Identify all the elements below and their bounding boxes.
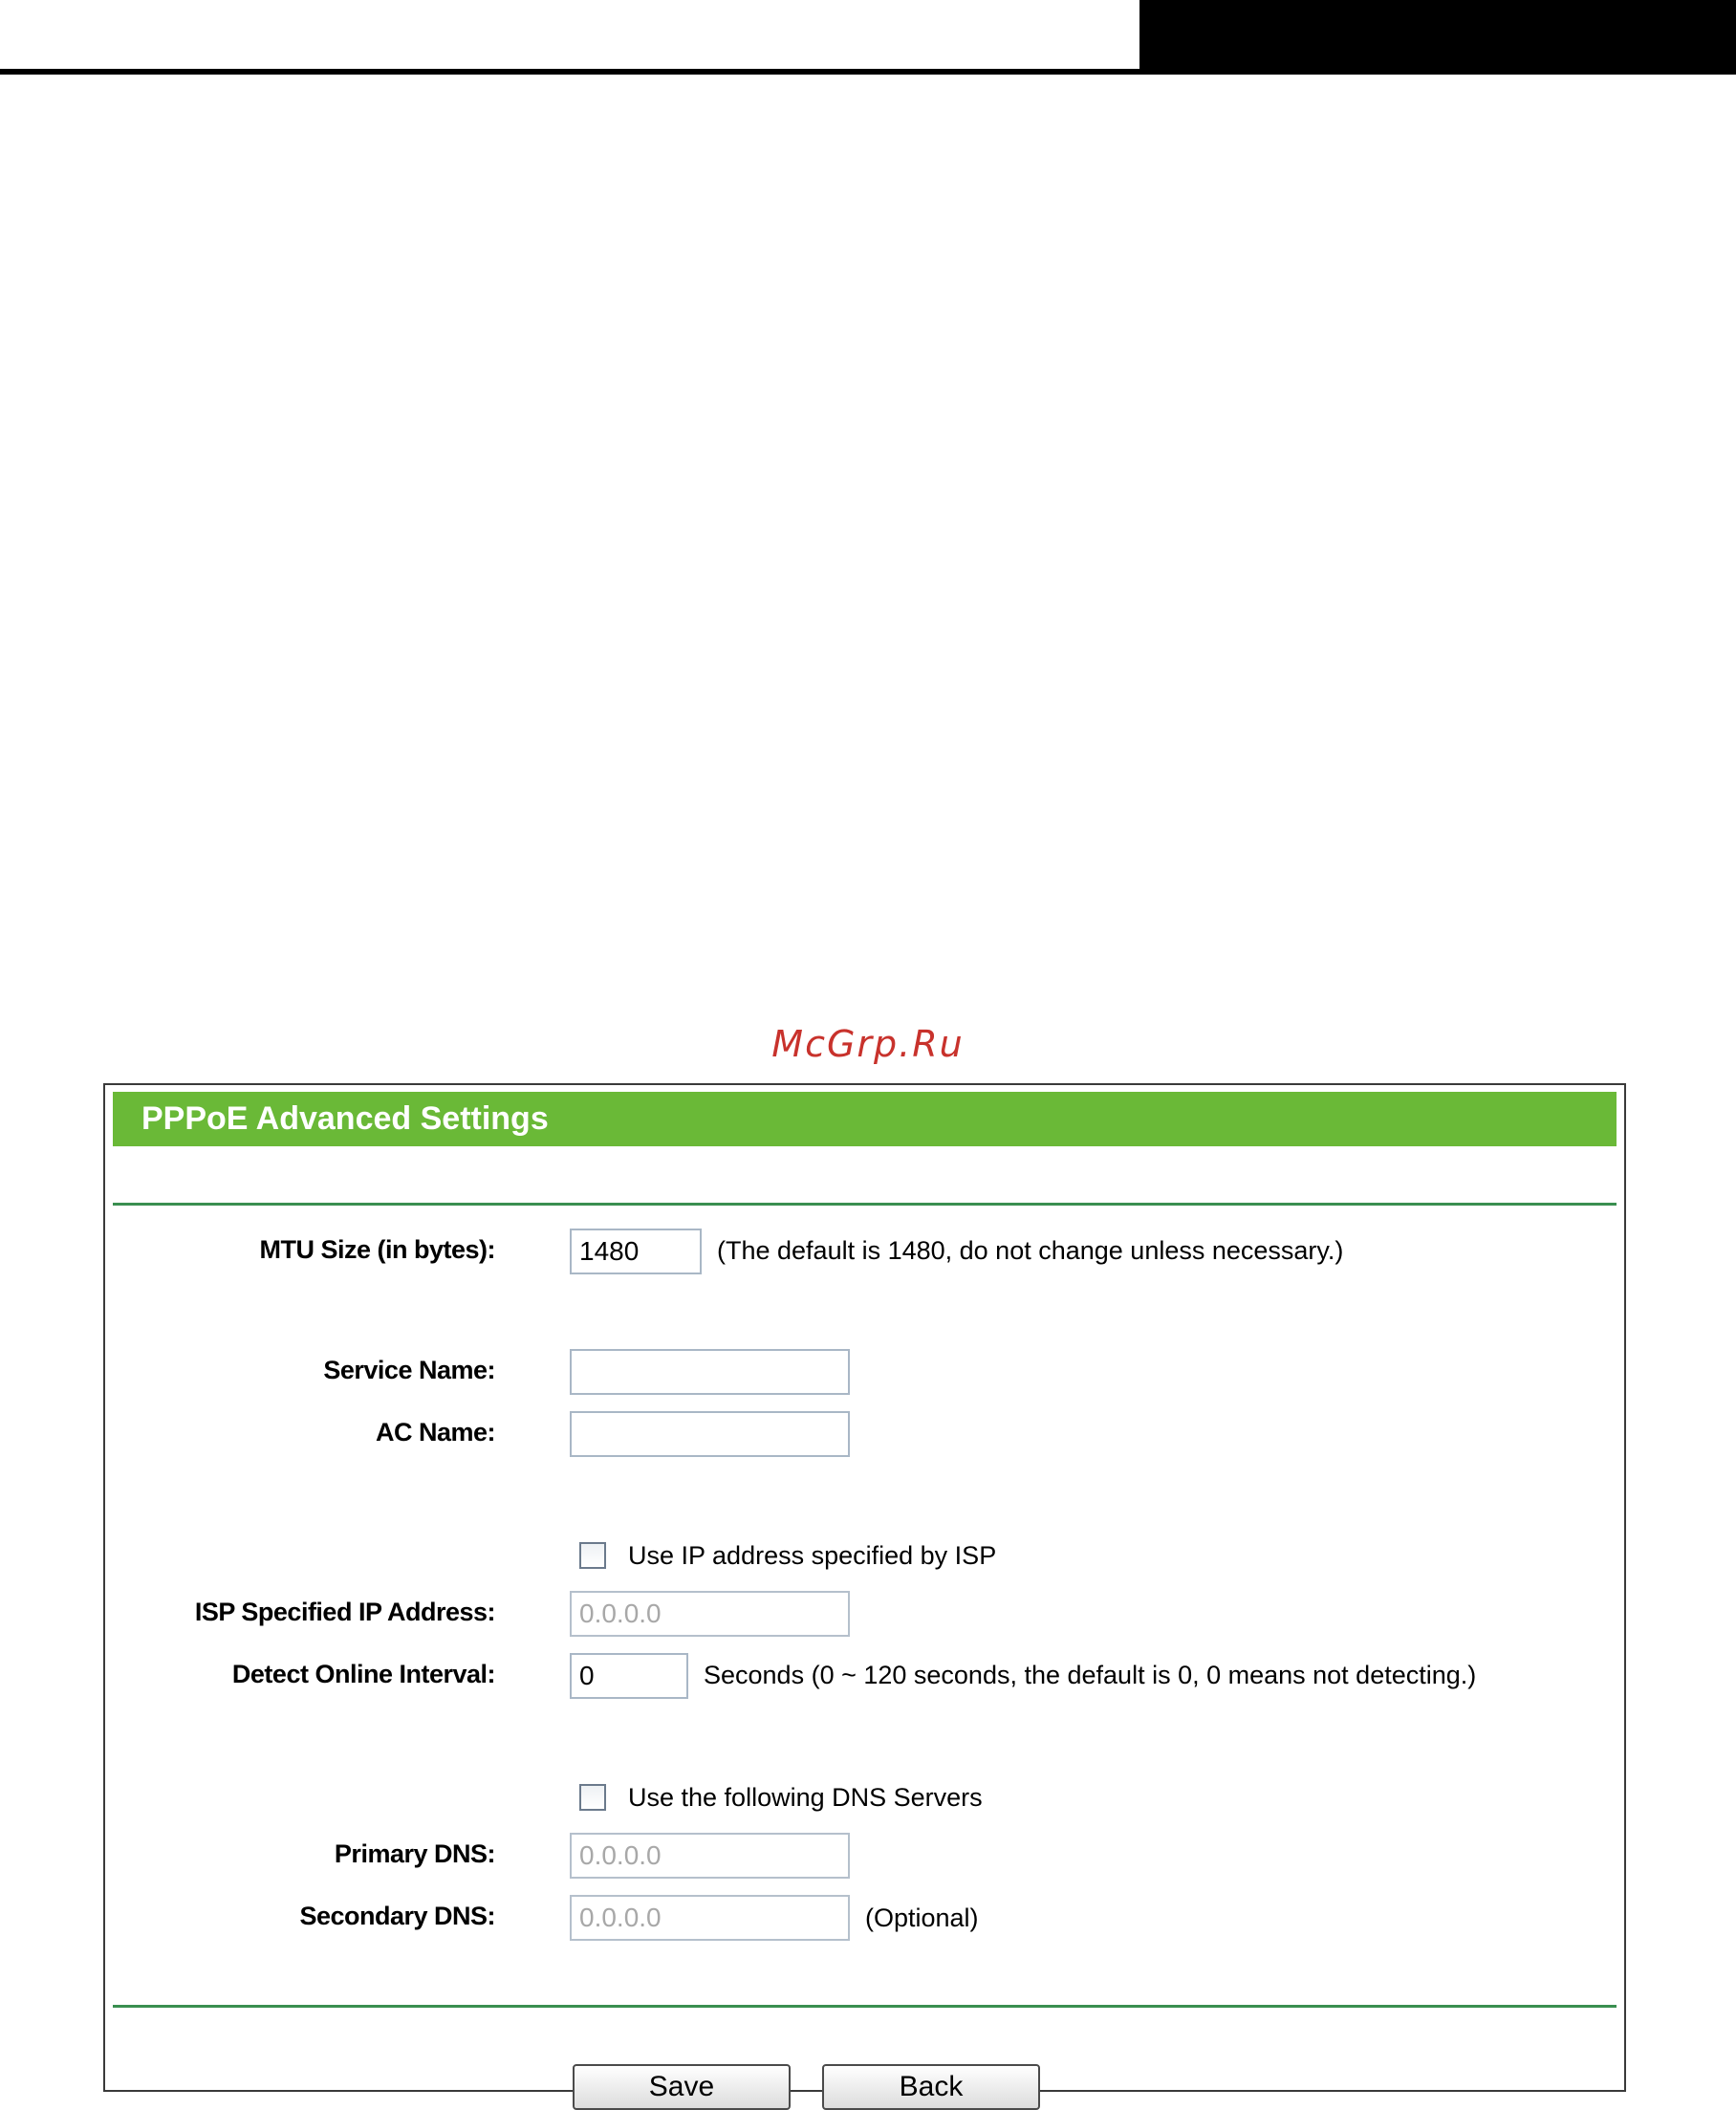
back-button[interactable]: Back	[822, 2064, 1040, 2110]
primary-dns-label: Primary DNS:	[334, 1839, 495, 1868]
mtu-label: MTU Size (in bytes):	[259, 1235, 495, 1264]
use-dns-checkbox[interactable]	[579, 1784, 606, 1811]
use-isp-ip-checkbox[interactable]	[579, 1542, 606, 1569]
mtu-hint: (The default is 1480, do not change unless necessary.)	[717, 1236, 1344, 1265]
top-separator	[113, 1203, 1617, 1206]
detect-interval-input[interactable]: 0	[570, 1653, 688, 1699]
service-name-input[interactable]	[570, 1349, 850, 1395]
isp-ip-label: ISP Specified IP Address:	[194, 1598, 495, 1626]
header-rule	[0, 69, 1736, 75]
service-name-label: Service Name:	[323, 1356, 495, 1384]
header-black-block	[1139, 0, 1736, 69]
use-dns-label: Use the following DNS Servers	[628, 1783, 983, 1812]
secondary-dns-input[interactable]: 0.0.0.0	[570, 1895, 850, 1941]
primary-dns-input[interactable]: 0.0.0.0	[570, 1833, 850, 1879]
watermark: McGrp.Ru	[771, 1023, 965, 1065]
secondary-dns-hint: (Optional)	[865, 1903, 979, 1932]
bottom-separator	[113, 2005, 1617, 2008]
ac-name-input[interactable]	[570, 1411, 850, 1457]
mtu-input[interactable]: 1480	[570, 1229, 702, 1274]
secondary-dns-label: Secondary DNS:	[299, 1902, 495, 1930]
ac-name-label: AC Name:	[375, 1418, 495, 1447]
use-isp-ip-label: Use IP address specified by ISP	[628, 1541, 997, 1570]
save-button[interactable]: Save	[573, 2064, 791, 2110]
pppoe-advanced-settings-panel	[103, 1083, 1626, 2102]
isp-ip-input[interactable]: 0.0.0.0	[570, 1591, 850, 1637]
detect-interval-hint: Seconds (0 ~ 120 seconds, the default is 0, 0 means not detecting.)	[704, 1661, 1477, 1689]
panel-title: PPPoE Advanced Settings	[113, 1092, 1617, 1146]
detect-interval-label: Detect Online Interval:	[231, 1660, 495, 1688]
